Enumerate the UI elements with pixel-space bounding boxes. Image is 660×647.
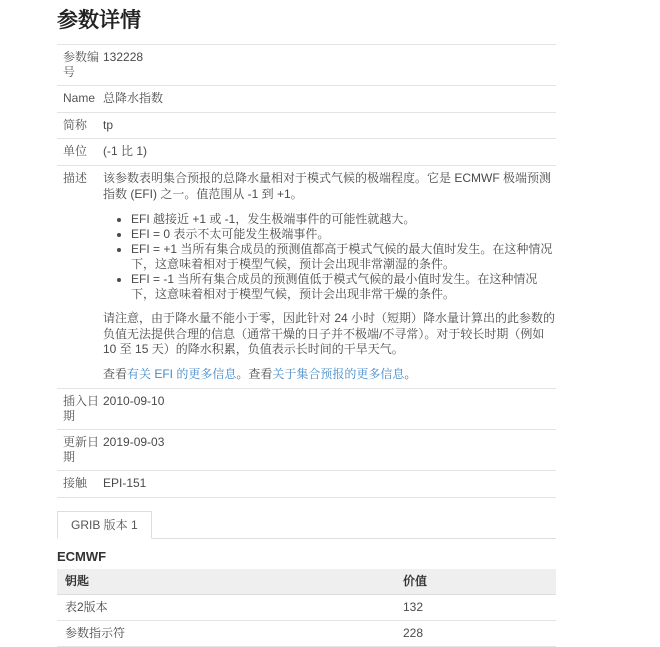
grib-value-indicator-of-parameter: 228 [395,620,556,646]
field-value-name: 总降水指数 [103,91,164,106]
grib-header-key: 钥匙 [57,569,395,595]
list-item: • EFI = +1 当所有集合成员的预测值都高于模式气候的最大值时发生。在这种情况下，这意味着相对于模型气候，预计会出现非常潮湿的条件。 [131,242,556,272]
list-item: • EFI = -1 当所有集合成员的预测值低于模式气候的最小值时发生。在这种情况下，这意味着相对于模型气候，预计会出现非常干燥的条件。 [131,272,556,302]
table-row-indicator-of-parameter [57,620,556,646]
links-prefix: 查看 [103,367,128,382]
parameter-details-table [57,44,556,497]
field-label-name: Name [63,91,96,106]
description-paragraph-2: 请注意，由于降水量不能小于零，因此针对 24 小时（短期）降水量计算出的此参数的负值无法提供合理的信息（通常干燥的日子并不极端/不寻常）。对于较长时期（例如 10 至 15 天）的降水积累，负值表示长时间的干旱天气。 [103,310,556,357]
description-paragraph-1: 该参数表明集合预报的总降水量相对于模式气候的极端程度。它是 ECMWF 极端预测指数 (EFI) 之一。值范围从 -1 到 +1。 [103,171,551,201]
field-value-description [103,166,556,389]
centre-heading: ECMWF [57,548,107,564]
table-row-insert-date [57,389,556,430]
field-label-insert-date: 插入日期 [63,394,100,423]
links-mid: 。查看 [236,367,273,382]
table-row-table2-version [57,594,556,620]
table-row-contact [57,471,556,498]
field-value-param-id: 132228 [103,50,144,65]
ensemble-forecast-info-link[interactable]: 关于集合预报的更多信息 [272,367,405,382]
field-value-short-name: tp [103,117,114,132]
field-label-contact: 接触 [63,476,88,490]
field-label-description: 描述 [63,171,88,186]
table-row-param-id [57,45,556,86]
field-value-update-date: 2019-09-03 [103,435,165,449]
field-label-short-name: 简称 [63,117,88,132]
field-label-units: 单位 [63,144,88,159]
grib-key-table2-version: 表2版本 [57,594,395,620]
grib-header-value: 价值 [395,569,556,595]
field-label-update-date: 更新日期 [63,435,100,464]
grib-key-indicator-of-parameter: 参数指示符 [57,620,395,646]
table-row-description [57,166,556,389]
field-value-units: (-1 比 1) [103,144,148,159]
description-bullet-list [131,212,556,302]
links-end: 。 [404,367,417,382]
field-value-insert-date: 2010-09-10 [103,394,165,408]
list-item: • EFI = 0 表示不太可能发生极端事件。 [131,227,556,242]
table-row-units [57,139,556,166]
grib-key-value-table [57,569,556,647]
grib-table-header-row [57,569,556,595]
grib-value-table2-version: 132 [395,594,556,620]
field-label-param-id: 参数编号 [63,50,100,80]
page-title: 参数详情 [57,9,141,32]
table-row-short-name [57,112,556,139]
table-row-update-date [57,430,556,471]
table-row-name [57,86,556,113]
field-value-contact: EPI-151 [103,476,147,490]
efi-info-link[interactable]: 有关 EFI 的更多信息 [127,367,237,382]
tab-grib-version-1[interactable]: GRIB 版本 1 [57,511,152,539]
grib-version-tabbar [57,511,556,539]
description-links-line [103,367,556,383]
list-item: • EFI 越接近 +1 或 -1，发生极端事件的可能性就越大。 [131,212,556,227]
